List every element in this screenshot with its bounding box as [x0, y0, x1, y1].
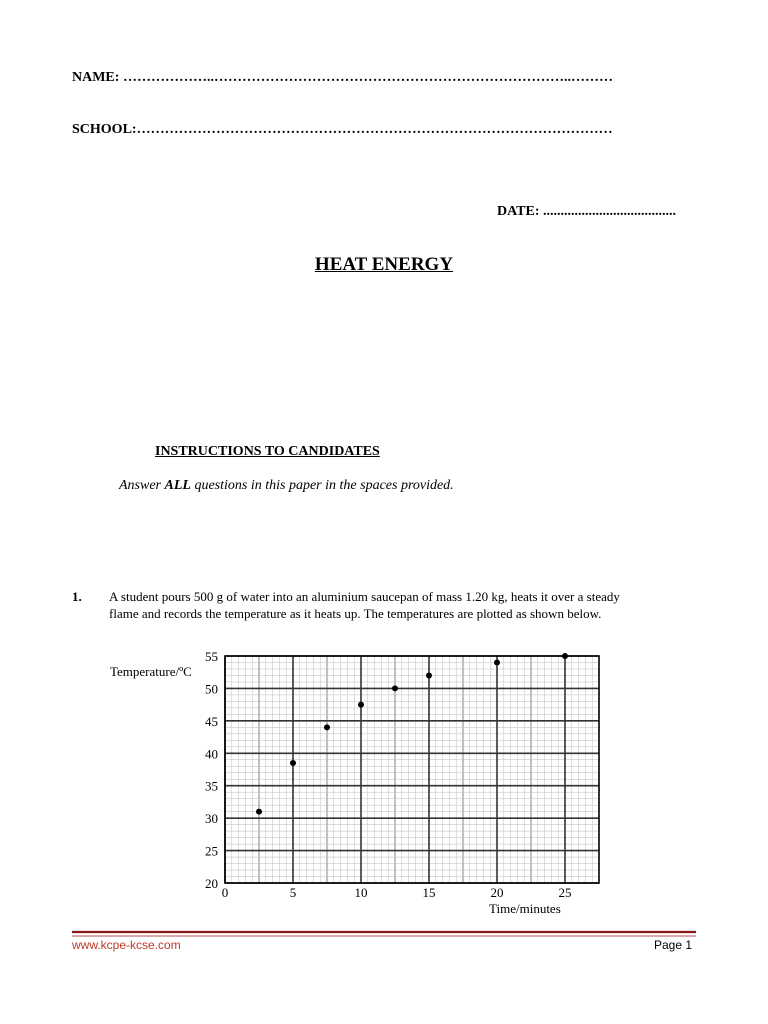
footer-website-link[interactable]: www.kcpe-kcse.com [72, 938, 181, 952]
school-label: SCHOOL: [72, 122, 137, 137]
question-number: 1. [72, 589, 82, 604]
page-title: HEAT ENERGY [314, 254, 454, 275]
date-dots: ...................................... [543, 204, 677, 219]
data-point [324, 724, 330, 730]
data-point [562, 653, 568, 659]
y-tick-label: 55 [205, 649, 218, 664]
x-tick-label: 10 [354, 885, 368, 900]
instructions-line-bold: ALL [164, 478, 191, 493]
data-point [392, 685, 398, 691]
plot-frame [225, 656, 599, 883]
y-tick-label: 35 [205, 778, 218, 794]
data-point [290, 760, 296, 766]
grid-minor [225, 656, 599, 883]
name-label: NAME: [72, 70, 123, 85]
x-tick-labels [222, 885, 572, 900]
data-point [256, 809, 262, 815]
y-axis-label: Temperature/ºC [110, 664, 192, 679]
y-tick-labels [205, 649, 218, 891]
data-point [494, 659, 500, 665]
school-dots: ………………………………………………………………………………………… [136, 122, 613, 137]
footer-page-number: Page 1 [654, 938, 693, 952]
y-tick-label: 50 [205, 681, 218, 697]
instructions-line-pre: Answer [119, 478, 165, 493]
name-dots: ………………..…………………………………………………………………..……… [122, 70, 613, 85]
x-tick-label: 15 [422, 885, 436, 900]
x-axis-label: Time/minutes [489, 901, 561, 916]
y-tick-label: 40 [205, 746, 218, 762]
date-label: DATE: [497, 204, 544, 219]
x-tick-label: 5 [289, 885, 297, 900]
y-tick-label: 45 [205, 713, 218, 729]
y-tick-label: 30 [205, 811, 218, 827]
y-tick-label: 20 [205, 876, 218, 891]
data-point [358, 702, 364, 708]
y-tick-label: 25 [205, 843, 218, 859]
data-point [426, 672, 432, 678]
instructions-line-post: questions in this paper in the spaces provided. [190, 478, 454, 493]
instructions-heading: INSTRUCTIONS TO CANDIDATES [155, 444, 380, 459]
grid-major [225, 656, 599, 883]
x-tick-label: 20 [490, 885, 504, 900]
x-tick-label: 0 [221, 885, 229, 900]
question-text: A student pours 500 g of water into an aluminium saucepan of mass 1.20 kg, heats it over a steady flame and records the temperature as it heats up. The temperatures are plotted as shown below. [109, 589, 620, 621]
x-tick-label: 25 [558, 885, 572, 900]
